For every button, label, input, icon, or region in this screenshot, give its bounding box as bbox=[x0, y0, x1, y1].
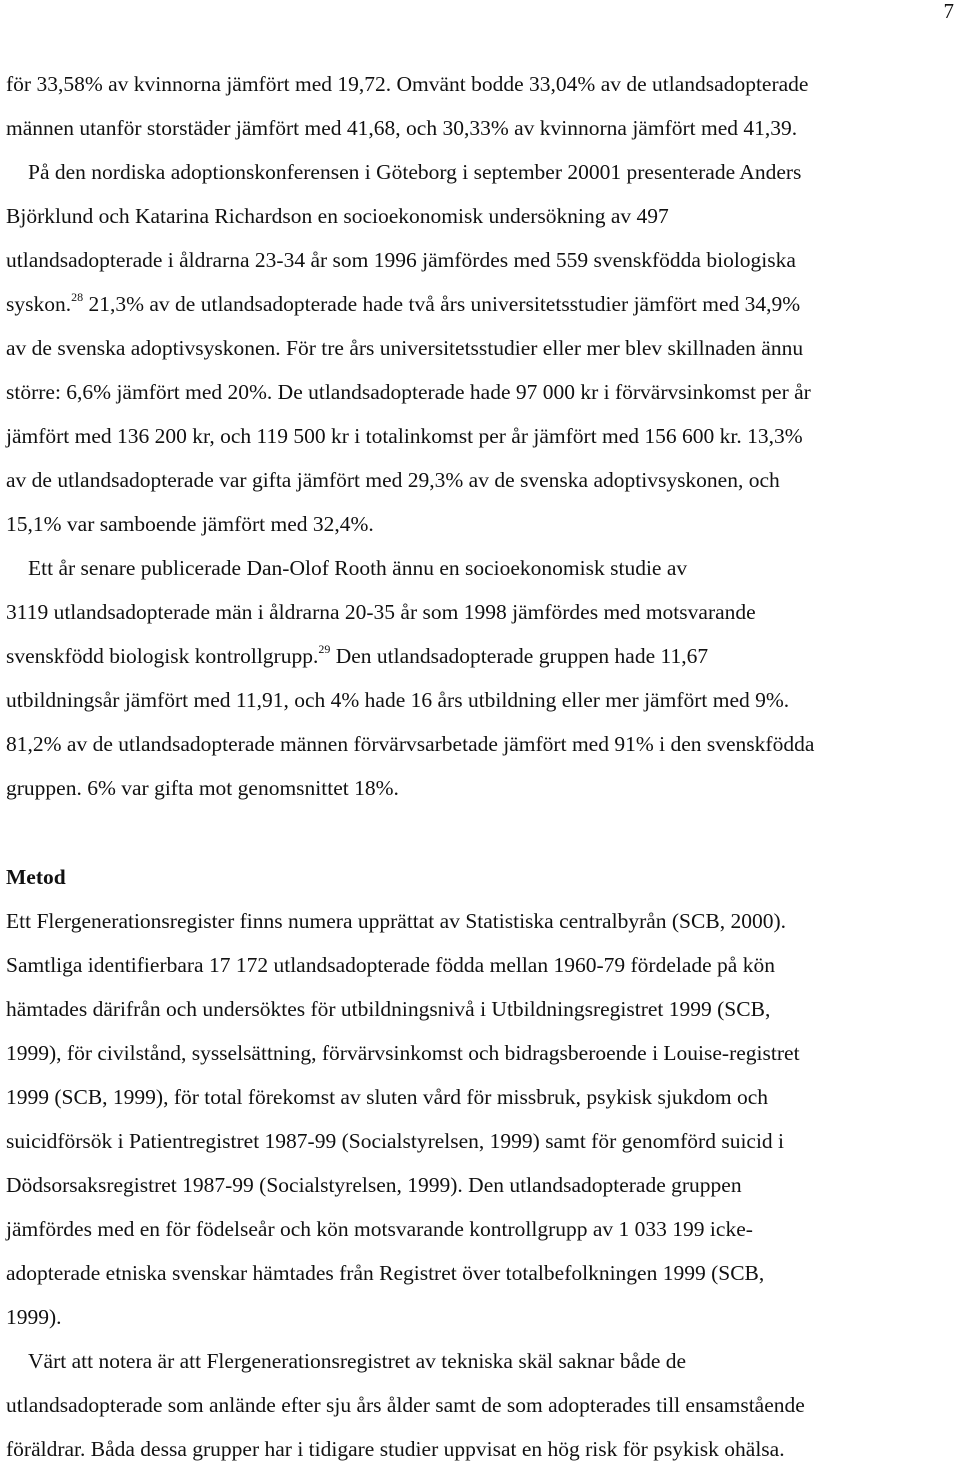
text-line: adopterade etniska svenskar hämtades från Registret över totalbefolkningen 1999 (SCB, bbox=[6, 1261, 765, 1285]
text-line bbox=[6, 282, 942, 326]
paragraph-1 bbox=[6, 62, 942, 150]
text-segment: Den utlandsadopterade gruppen hade 11,67 bbox=[330, 644, 709, 668]
text-line: Värt att notera är att Flergenerationsregistret av tekniska skäl saknar både de bbox=[28, 1349, 687, 1373]
footnote-marker-29: 29 bbox=[318, 642, 331, 656]
text-line: 1999), för civilstånd, sysselsättning, förvärvsinkomst och bidragsberoende i Louise-registret bbox=[6, 1041, 800, 1065]
text-line: jämfört med 136 200 kr, och 119 500 kr i totalinkomst per år jämfört med 156 600 kr. 13,3% bbox=[6, 424, 803, 448]
text-line: utbildningsår jämfört med 11,91, och 4% hade 16 års utbildning eller mer jämfört med 9%. bbox=[6, 688, 790, 712]
text-line: suicidförsök i Patientregistret 1987-99 (Socialstyrelsen, 1999) samt för genomförd suicid i bbox=[6, 1129, 785, 1153]
paragraph-4 bbox=[6, 899, 942, 1339]
text-line: utlandsadopterade i åldrarna 23-34 år som 1996 jämfördes med 559 svenskfödda biologiska bbox=[6, 248, 796, 272]
page-number: 7 bbox=[943, 0, 954, 23]
text-segment: 21,3% av de utlandsadopterade hade två års universitetsstudier jämfört med 34,9% bbox=[83, 292, 801, 316]
text-line: utlandsadopterade som anlände efter sju års ålder samt de som adopterades till ensamstående bbox=[6, 1393, 805, 1417]
text-line: Björklund och Katarina Richardson en socioekonomisk undersökning av 497 bbox=[6, 204, 669, 228]
text-line: 15,1% var samboende jämfört med 32,4%. bbox=[6, 512, 374, 536]
document-body bbox=[6, 62, 942, 1471]
footnote-marker-28: 28 bbox=[71, 290, 84, 304]
text-line: av de svenska adoptivsyskonen. För tre års universitetsstudier eller mer blev skillnaden ännu bbox=[6, 336, 804, 360]
paragraph-2 bbox=[6, 150, 942, 546]
paragraph-3 bbox=[6, 546, 942, 810]
text-line: Ett Flergenerationsregister finns numera upprättat av Statistiska centralbyrån (SCB, 2000). bbox=[6, 909, 786, 933]
text-segment: svenskfödd biologisk kontrollgrupp. bbox=[6, 644, 319, 668]
text-line: föräldrar. Båda dessa grupper har i tidigare studier uppvisat en hög risk för psykisk ohälsa. bbox=[6, 1437, 785, 1461]
section-heading-metod: Metod bbox=[6, 865, 66, 889]
paragraph-5 bbox=[6, 1339, 942, 1471]
text-line: hämtades därifrån och undersöktes för utbildningsnivå i Utbildningsregistret 1999 (SCB, bbox=[6, 997, 771, 1021]
text-line bbox=[6, 634, 942, 678]
text-line: männen utanför storstäder jämfört med 41,68, och 30,33% av kvinnorna jämfört med 41,39. bbox=[6, 116, 798, 140]
text-line: Samtliga identifierbara 17 172 utlandsadopterade födda mellan 1960-79 fördelade på kön bbox=[6, 953, 775, 977]
text-line: jämfördes med en för födelseår och kön motsvarande kontrollgrupp av 1 033 199 icke- bbox=[6, 1217, 753, 1241]
text-line: Ett år senare publicerade Dan-Olof Rooth ännu en socioekonomisk studie av bbox=[28, 556, 688, 580]
text-line: På den nordiska adoptionskonferensen i Göteborg i september 20001 presenterade Anders bbox=[28, 160, 802, 184]
text-line: av de utlandsadopterade var gifta jämfört med 29,3% av de svenska adoptivsyskonen, och bbox=[6, 468, 780, 492]
text-line: gruppen. 6% var gifta mot genomsnittet 18%. bbox=[6, 776, 399, 800]
text-line: 81,2% av de utlandsadopterade männen förvärvsarbetade jämfört med 91% i den svenskfödda bbox=[6, 732, 815, 756]
text-segment: syskon. bbox=[6, 292, 72, 316]
text-line: Dödsorsaksregistret 1987-99 (Socialstyrelsen, 1999). Den utlandsadopterade gruppen bbox=[6, 1173, 742, 1197]
text-line: för 33,58% av kvinnorna jämfört med 19,72. Omvänt bodde 33,04% av de utlandsadopterade bbox=[6, 72, 809, 96]
text-line: större: 6,6% jämfört med 20%. De utlandsadopterade hade 97 000 kr i förvärvsinkomst per år bbox=[6, 380, 811, 404]
text-line: 3119 utlandsadopterade män i åldrarna 20-35 år som 1998 jämfördes med motsvarande bbox=[6, 600, 756, 624]
text-line: 1999 (SCB, 1999), för total förekomst av sluten vård för missbruk, psykisk sjukdom och bbox=[6, 1085, 768, 1109]
text-line: 1999). bbox=[6, 1305, 62, 1329]
